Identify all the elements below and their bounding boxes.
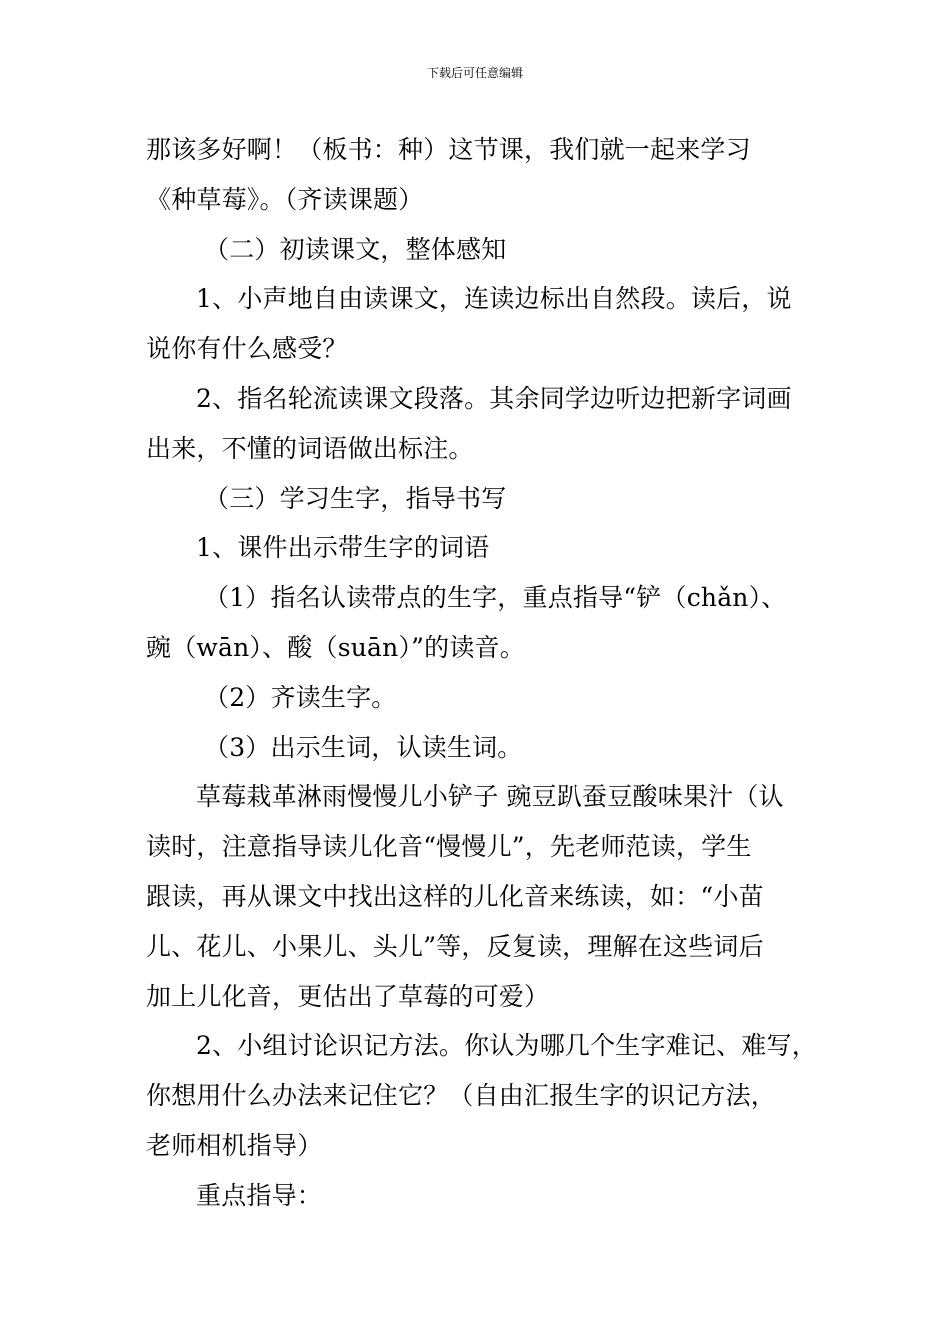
text-line: 1、小声地自由读课文，连读边标出自然段。读后，说: [196, 284, 792, 314]
text-line: （2）齐读生字。: [204, 682, 397, 712]
text-line: 跟读，再从课文中找出这样的儿化音来练读，如：“小苗: [146, 881, 764, 911]
text-line: 你想用什么办法来记住它？（自由汇报生字的识记方法，: [146, 1081, 777, 1111]
text-line: （3）出示生词，认读生词。: [204, 732, 523, 762]
text-line: 儿、花儿、小果儿、头儿”等，反复读，理解在这些词后: [146, 931, 764, 961]
page-header: 下载后可任意编辑: [426, 66, 523, 80]
text-line: 加上儿化音，更估出了草莓的可爱）: [146, 981, 550, 1011]
text-line: 重点指导：: [196, 1180, 323, 1210]
text-line: 读时，注意指导读儿化音“慢慢儿”，先老师范读，学生: [146, 832, 752, 862]
document-body: [146, 125, 816, 1221]
text-line: 豌（wān）、酸（suān）”的读音。: [146, 632, 525, 662]
section-heading: （二）初读课文，整体感知: [204, 234, 507, 264]
text-line: （1）指名认读带点的生字，重点指导“铲（chǎn）、: [204, 583, 787, 613]
text-line: 出来，不懂的词语做出标注。: [146, 433, 474, 463]
text-line: 老师相机指导）: [146, 1130, 323, 1160]
text-line: 草莓栽革淋雨慢慢儿小铲子 豌豆趴蚕豆酸味果汁（认: [196, 782, 784, 812]
text-line: 2、指名轮流读课文段落。其余同学边听边把新字词画: [196, 383, 792, 413]
text-line: 1、课件出示带生字的词语: [196, 533, 490, 563]
section-heading: （三）学习生字，指导书写: [204, 483, 507, 513]
text-line: 那该多好啊！（板书：种）这节课，我们就一起来学习: [146, 135, 751, 164]
text-line: 说你有什么感受？: [146, 334, 348, 364]
text-line: 2、小组讨论识记方法。你认为哪几个生字难记、难写，: [196, 1031, 817, 1061]
text-line: 《种草莓》。（齐读课题）: [146, 184, 424, 214]
